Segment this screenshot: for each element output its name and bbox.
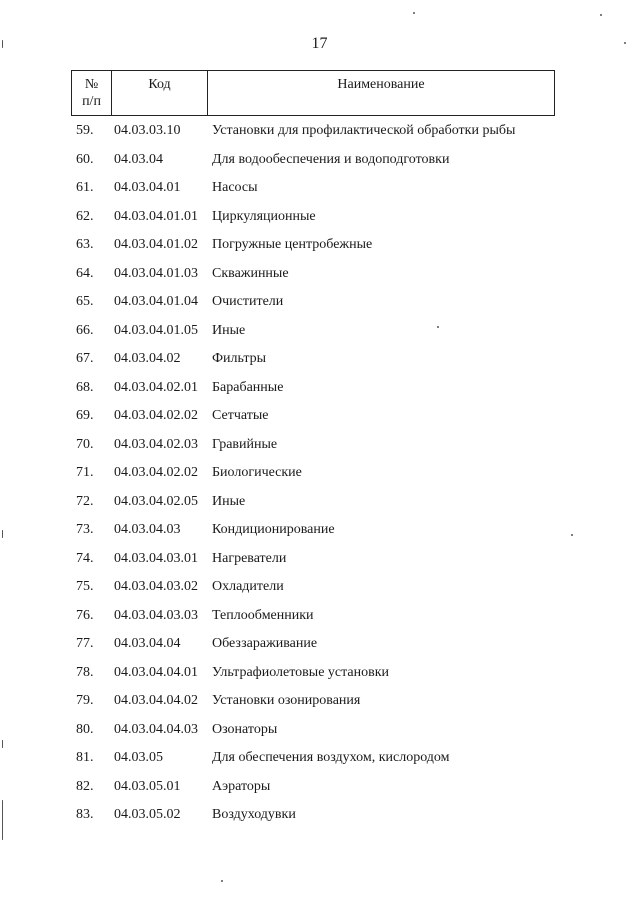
table-row — [0, 464, 639, 493]
row-name: Озонаторы — [212, 721, 278, 737]
scan-speck — [413, 12, 415, 14]
row-code: 04.03.04.04.03 — [114, 721, 198, 737]
row-name: Погружные центробежные — [212, 237, 373, 252]
table-row — [0, 265, 639, 294]
page-number: 17 — [311, 35, 328, 52]
row-name: Барабанные — [212, 379, 284, 395]
row-number: 63. — [76, 237, 94, 252]
row-code: 04.03.04.01 — [114, 180, 181, 195]
header-cell-code — [112, 71, 208, 115]
scan-speck — [571, 534, 573, 536]
table-row — [0, 236, 639, 265]
row-code: 04.03.04.02.05 — [114, 493, 198, 509]
scan-speck — [2, 740, 3, 748]
table-body — [0, 122, 639, 835]
row-name: Ультрафиолетовые установки — [212, 664, 390, 680]
row-name: Циркуляционные — [212, 208, 316, 224]
row-code: 04.03.04.01.03 — [114, 265, 198, 281]
row-number: 81. — [76, 750, 94, 765]
header-cell-number — [72, 71, 112, 115]
row-code: 04.03.04.04.02 — [114, 693, 198, 708]
table-row — [0, 692, 639, 721]
table-row — [0, 721, 639, 750]
row-number: 78. — [76, 664, 94, 680]
row-number: 60. — [76, 151, 94, 167]
scan-speck — [221, 880, 223, 882]
row-number: 73. — [76, 522, 94, 537]
scan-speck — [2, 40, 3, 48]
row-number: 69. — [76, 408, 94, 423]
row-number: 72. — [76, 493, 94, 509]
row-name: Иные — [212, 322, 246, 338]
row-name: Для обеспечения воздухом, кислородом — [212, 750, 450, 765]
row-number: 83. — [76, 807, 94, 822]
row-number: 64. — [76, 265, 94, 281]
row-code: 04.03.04.02.02 — [114, 408, 198, 423]
row-name: Охладители — [212, 579, 284, 594]
row-code: 04.03.04.03.01 — [114, 550, 198, 566]
table-row — [0, 664, 639, 693]
table-row — [0, 122, 639, 151]
row-number: 68. — [76, 379, 94, 395]
scan-speck — [600, 14, 602, 16]
row-code: 04.03.04.03.03 — [114, 607, 198, 623]
row-name: Насосы — [212, 180, 258, 195]
row-code: 04.03.04.02.01 — [114, 379, 198, 395]
table-row — [0, 350, 639, 379]
table-row — [0, 322, 639, 351]
row-number: 74. — [76, 550, 94, 566]
row-name: Обеззараживание — [212, 636, 318, 651]
row-number: 82. — [76, 778, 94, 794]
row-number: 77. — [76, 636, 94, 651]
scan-speck — [2, 530, 3, 538]
table-row — [0, 208, 639, 237]
row-code: 04.03.04.02.02 — [114, 465, 198, 480]
row-code: 04.03.04.02 — [114, 351, 181, 366]
row-number: 79. — [76, 693, 94, 708]
row-name: Биологические — [212, 465, 302, 480]
row-name: Нагреватели — [212, 550, 287, 566]
scan-speck — [624, 42, 626, 44]
row-name: Для водообеспечения и водоподготовки — [212, 151, 450, 167]
row-number: 61. — [76, 180, 94, 195]
table-row — [0, 635, 639, 664]
row-code: 04.03.04.01.04 — [114, 294, 198, 309]
row-code: 04.03.03.10 — [114, 123, 181, 138]
row-code: 04.03.05.01 — [114, 778, 181, 794]
row-name: Гравийные — [212, 436, 278, 452]
row-code: 04.03.04.01.01 — [114, 208, 198, 224]
row-number: 62. — [76, 208, 94, 224]
table-row — [0, 521, 639, 550]
row-code: 04.03.04.01.02 — [114, 237, 198, 252]
row-number: 76. — [76, 607, 94, 623]
header-code-label: Код — [148, 77, 171, 92]
row-number: 70. — [76, 436, 94, 452]
row-name: Воздуходувки — [212, 807, 296, 822]
row-number: 67. — [76, 351, 94, 366]
header-name-label: Наименование — [337, 77, 425, 92]
table-row — [0, 578, 639, 607]
table-row — [0, 379, 639, 408]
row-number: 66. — [76, 322, 94, 338]
row-name: Сетчатые — [212, 408, 269, 423]
table-row — [0, 151, 639, 180]
row-code: 04.03.04.03 — [114, 522, 181, 537]
table-row — [0, 550, 639, 579]
row-name: Иные — [212, 493, 246, 509]
row-name: Фильтры — [212, 351, 267, 366]
row-code: 04.03.04.03.02 — [114, 579, 198, 594]
table-row — [0, 407, 639, 436]
table-row — [0, 493, 639, 522]
table-row — [0, 293, 639, 322]
scan-speck — [437, 326, 439, 328]
row-code: 04.03.04.02.03 — [114, 436, 198, 452]
scan-speck — [2, 800, 3, 840]
table-row — [0, 179, 639, 208]
row-name: Очистители — [212, 294, 284, 309]
header-cell-name — [208, 71, 554, 115]
table-row — [0, 806, 639, 835]
row-number: 80. — [76, 721, 94, 737]
row-code: 04.03.05 — [114, 750, 163, 765]
row-code: 04.03.04 — [114, 151, 163, 167]
row-code: 04.03.04.01.05 — [114, 322, 198, 338]
row-code: 04.03.04.04 — [114, 636, 181, 651]
header-number-sublabel: п/п — [82, 94, 101, 109]
row-number: 71. — [76, 465, 94, 480]
row-code: 04.03.04.04.01 — [114, 664, 198, 680]
table-row — [0, 607, 639, 636]
row-code: 04.03.05.02 — [114, 807, 181, 822]
row-number: 59. — [76, 123, 94, 138]
table-row — [0, 436, 639, 465]
table-row — [0, 749, 639, 778]
row-name: Установки для профилактической обработки рыбы — [212, 123, 516, 138]
row-name: Установки озонирования — [212, 693, 361, 708]
header-number-label: № — [84, 77, 99, 92]
row-name: Кондиционирование — [212, 522, 335, 537]
table-header — [71, 70, 555, 116]
row-name: Скважинные — [212, 265, 289, 281]
row-name: Аэраторы — [212, 778, 271, 794]
row-name: Теплообменники — [212, 607, 314, 623]
row-number: 75. — [76, 579, 94, 594]
row-number: 65. — [76, 294, 94, 309]
table-row — [0, 778, 639, 807]
